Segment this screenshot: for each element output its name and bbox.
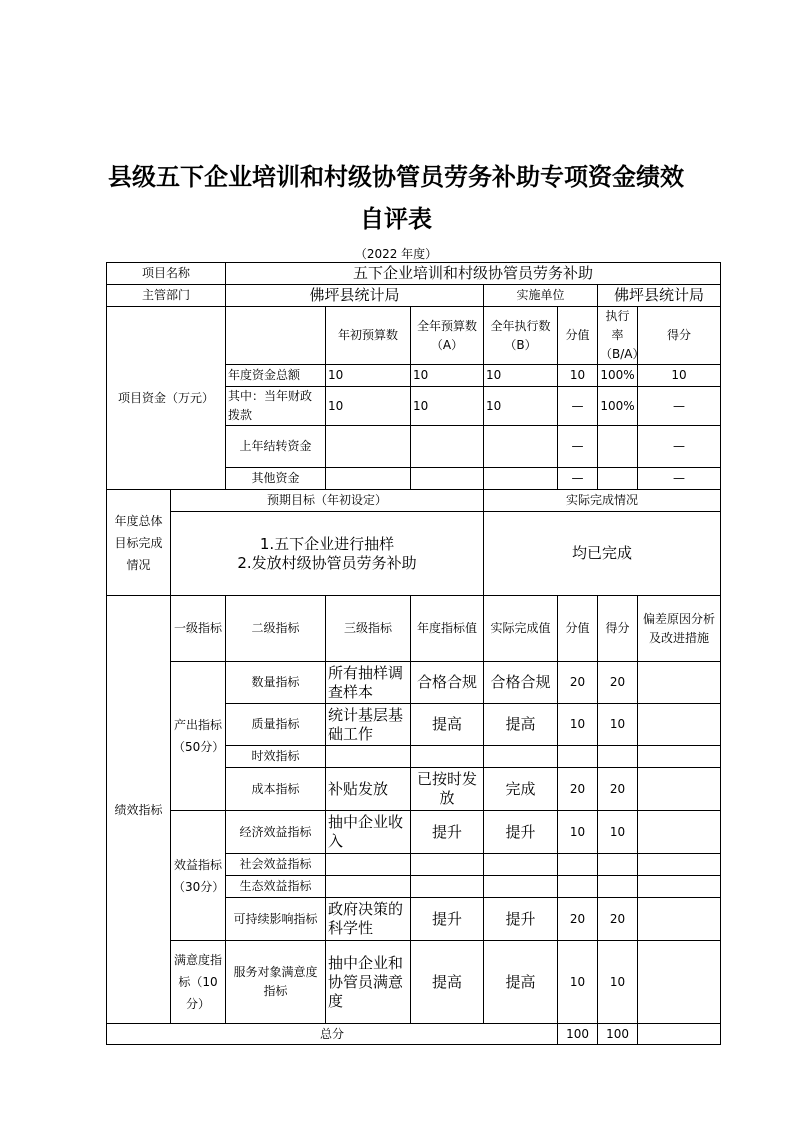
- perf-group-label: 效益指标（30分）: [171, 811, 226, 941]
- funds-header: 年初预算数: [326, 307, 411, 365]
- project-name-label: 项目名称: [107, 263, 226, 285]
- perf-header: 二级指标: [226, 596, 326, 662]
- funds-row-label: 其他资金: [226, 468, 326, 490]
- deviation-note: [638, 941, 721, 1024]
- funds-value: 10: [326, 387, 411, 426]
- expected-goals: [171, 512, 484, 596]
- funds-value: [484, 426, 558, 468]
- funds-value: —: [558, 387, 598, 426]
- level2-indicator: 服务对象满意度指标: [226, 941, 326, 1024]
- funds-header: 执行率（B/A）: [598, 307, 638, 365]
- target-value: 合格合规: [411, 662, 484, 704]
- got-score: [598, 746, 638, 768]
- actual-value: [484, 746, 558, 768]
- level3-indicator: 统计基层基础工作: [326, 704, 411, 746]
- level3-indicator: [326, 746, 411, 768]
- target-value: [411, 876, 484, 898]
- actual-value: [484, 876, 558, 898]
- deviation-note: [638, 854, 721, 876]
- target-value: 已按时发放: [411, 768, 484, 811]
- score: 10: [558, 811, 598, 854]
- perf-header: 偏差原因分析及改进措施: [638, 596, 721, 662]
- target-value: 提升: [411, 898, 484, 941]
- dept-value: 佛坪县统计局: [226, 285, 484, 307]
- score: [558, 854, 598, 876]
- funds-header: 得分: [638, 307, 721, 365]
- funds-value: [484, 468, 558, 490]
- target-value: 提高: [411, 941, 484, 1024]
- funds-value: 100%: [598, 365, 638, 387]
- year-label: （2022 年度）: [354, 247, 438, 261]
- funds-value: [598, 426, 638, 468]
- table-row: [107, 811, 721, 854]
- target-value: [411, 854, 484, 876]
- deviation-note: [638, 704, 721, 746]
- funds-value: 10: [411, 387, 484, 426]
- title-line-2: 自评表: [360, 204, 432, 233]
- funds-value: —: [558, 426, 598, 468]
- funds-value: 10: [326, 365, 411, 387]
- table-row: [107, 941, 721, 1024]
- deviation-note: [638, 876, 721, 898]
- perf-header: 分值: [558, 596, 598, 662]
- level2-indicator: 数量指标: [226, 662, 326, 704]
- funds-value: [411, 468, 484, 490]
- deviation-note: [638, 898, 721, 941]
- actual-value: [484, 854, 558, 876]
- project-name-value: 五下企业培训和村级协管员劳务补助: [226, 263, 721, 285]
- total-label: 总分: [107, 1024, 558, 1045]
- level2-indicator: 时效指标: [226, 746, 326, 768]
- unit-value: 佛坪县统计局: [598, 285, 721, 307]
- level3-indicator: 补贴发放: [326, 768, 411, 811]
- perf-label: 绩效指标: [107, 596, 171, 1024]
- table-row: [107, 285, 721, 307]
- table-row: [107, 307, 721, 365]
- deviation-note: [638, 662, 721, 704]
- perf-header: 年度指标值: [411, 596, 484, 662]
- perf-header: 得分: [598, 596, 638, 662]
- unit-label: 实施单位: [484, 285, 598, 307]
- actual-value: 均已完成: [484, 512, 721, 596]
- table-row: [107, 1024, 721, 1045]
- level2-indicator: 社会效益指标: [226, 854, 326, 876]
- target-value: [411, 746, 484, 768]
- deviation-note: [638, 746, 721, 768]
- funds-value: 100%: [598, 387, 638, 426]
- target-value: 提高: [411, 704, 484, 746]
- funds-value: [326, 426, 411, 468]
- score: [558, 876, 598, 898]
- funds-header-blank: [226, 307, 326, 365]
- perf-header: 三级指标: [326, 596, 411, 662]
- perf-group-label: 产出指标（50分）: [171, 662, 226, 811]
- level3-indicator: [326, 876, 411, 898]
- level2-indicator: 质量指标: [226, 704, 326, 746]
- actual-header: 实际完成情况: [484, 490, 721, 512]
- goals-label: 年度总体目标完成情况: [107, 490, 171, 596]
- perf-group-label: 满意度指标（10分）: [171, 941, 226, 1024]
- evaluation-table: [106, 262, 721, 1045]
- funds-header: 全年预算数（A）: [411, 307, 484, 365]
- funds-value: 10: [484, 365, 558, 387]
- actual-value: 提高: [484, 704, 558, 746]
- funds-value: —: [638, 468, 721, 490]
- table-row: [107, 490, 721, 512]
- level3-indicator: 政府决策的科学性: [326, 898, 411, 941]
- funds-value: —: [558, 468, 598, 490]
- level2-indicator: 生态效益指标: [226, 876, 326, 898]
- level3-indicator: [326, 854, 411, 876]
- funds-row-label: 年度资金总额: [226, 365, 326, 387]
- got-score: [598, 854, 638, 876]
- perf-header: 一级指标: [171, 596, 226, 662]
- funds-value: [326, 468, 411, 490]
- score: 10: [558, 704, 598, 746]
- dept-label: 主管部门: [107, 285, 226, 307]
- funds-value: —: [638, 387, 721, 426]
- total-score: 100: [558, 1024, 598, 1045]
- deviation-note: [638, 811, 721, 854]
- expected-line-1: 1.五下企业进行抽样: [259, 534, 395, 553]
- level3-indicator: 抽中企业和协管员满意度: [326, 941, 411, 1024]
- funds-value: 10: [411, 365, 484, 387]
- score: 20: [558, 662, 598, 704]
- title-line-1: 县级五下企业培训和村级协管员劳务补助专项资金绩效: [108, 162, 684, 191]
- score: 20: [558, 768, 598, 811]
- score: 10: [558, 941, 598, 1024]
- table-row: [107, 512, 721, 596]
- funds-value: 10: [638, 365, 721, 387]
- level2-indicator: 经济效益指标: [226, 811, 326, 854]
- level2-indicator: 成本指标: [226, 768, 326, 811]
- got-score: 10: [598, 941, 638, 1024]
- expected-header: 预期目标（年初设定）: [171, 490, 484, 512]
- expected-line-2: 2.发放村级协管员劳务补助: [237, 553, 417, 572]
- funds-label: 项目资金（万元）: [107, 307, 226, 490]
- got-score: 20: [598, 768, 638, 811]
- actual-value: 提升: [484, 811, 558, 854]
- total-note: [638, 1024, 721, 1045]
- actual-value: 提高: [484, 941, 558, 1024]
- level3-indicator: 所有抽样调查样本: [326, 662, 411, 704]
- got-score: 20: [598, 898, 638, 941]
- got-score: 10: [598, 704, 638, 746]
- score: 20: [558, 898, 598, 941]
- actual-value: 合格合规: [484, 662, 558, 704]
- table-row: [107, 596, 721, 662]
- funds-value: [598, 468, 638, 490]
- funds-row-label: 上年结转资金: [226, 426, 326, 468]
- funds-header: 分值: [558, 307, 598, 365]
- table-row: [107, 662, 721, 704]
- funds-header: 全年执行数（B）: [484, 307, 558, 365]
- score: [558, 746, 598, 768]
- funds-value: 10: [484, 387, 558, 426]
- table-row: [107, 263, 721, 285]
- deviation-note: [638, 768, 721, 811]
- got-score: 10: [598, 811, 638, 854]
- funds-value: 10: [558, 365, 598, 387]
- target-value: 提升: [411, 811, 484, 854]
- actual-value: 提升: [484, 898, 558, 941]
- got-score: 20: [598, 662, 638, 704]
- level3-indicator: 抽中企业收入: [326, 811, 411, 854]
- funds-row-label: 其中：当年财政拨款: [226, 387, 326, 426]
- level2-indicator: 可持续影响指标: [226, 898, 326, 941]
- total-got: 100: [598, 1024, 638, 1045]
- perf-header: 实际完成值: [484, 596, 558, 662]
- got-score: [598, 876, 638, 898]
- funds-value: [411, 426, 484, 468]
- funds-value: —: [638, 426, 721, 468]
- actual-value: 完成: [484, 768, 558, 811]
